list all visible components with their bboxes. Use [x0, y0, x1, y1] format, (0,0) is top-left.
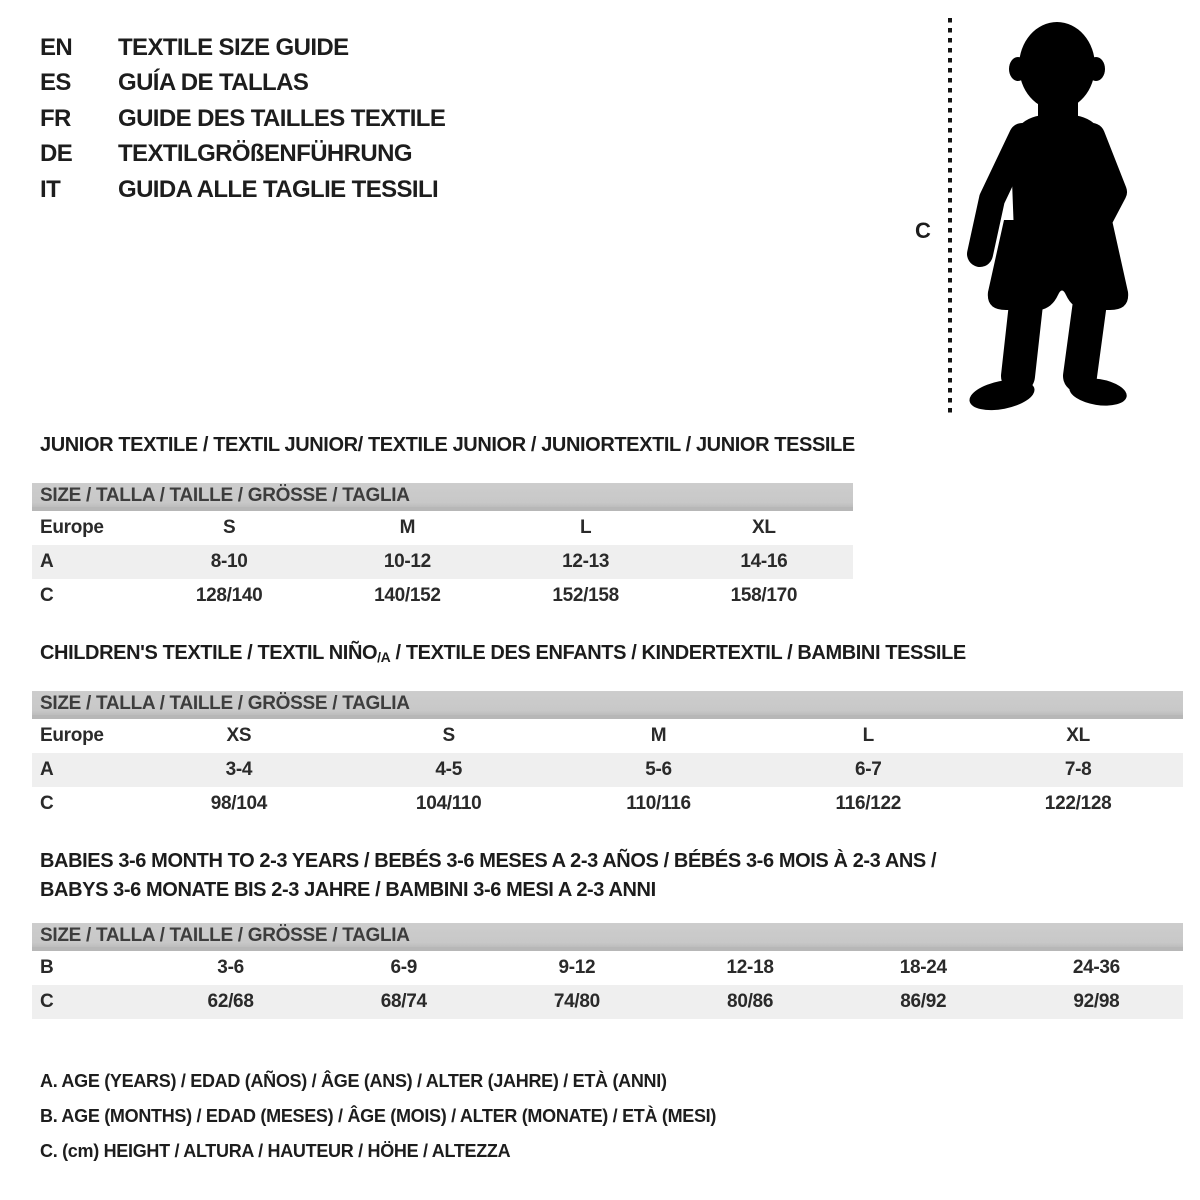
size-table-header: SIZE / TALLA / TAILLE / GRÖSSE / TAGLIA	[32, 691, 1183, 719]
age-cell: 7-8	[1064, 759, 1092, 780]
size-table-babies	[32, 923, 1183, 1019]
age-cell: 18-24	[899, 957, 947, 978]
height-cell: 140/152	[374, 585, 441, 606]
language-guide-title: GUIDE DES TAILLES TEXTILE	[118, 104, 446, 132]
height-cell: 110/116	[626, 793, 691, 814]
size-cell: M	[399, 517, 416, 538]
height-cell: 92/98	[1073, 991, 1120, 1012]
age-cell: 6-7	[855, 759, 882, 780]
language-guide-title: TEXTILE SIZE GUIDE	[118, 33, 349, 61]
table-row-height	[32, 787, 1183, 821]
height-cell: 122/128	[1044, 793, 1112, 814]
age-cell: 12-18	[726, 957, 774, 978]
table-row-europe	[32, 511, 853, 545]
footnote-age-years: A. AGE (YEARS) / EDAD (AÑOS) / ÂGE (ANS) / ALTER (JAHRE) / ETÀ (ANNI)	[40, 1071, 667, 1091]
height-cell: 116/122	[835, 793, 902, 814]
footnote-height-cm: C. (cm) HEIGHT / ALTURA / HAUTEUR / HÖHE / ALTEZZA	[40, 1141, 511, 1161]
size-table-header: SIZE / TALLA / TAILLE / GRÖSSE / TAGLIA	[32, 483, 853, 511]
language-title-block	[40, 30, 445, 208]
language-code: IT	[40, 175, 61, 203]
toddler-silhouette-figure	[938, 14, 1140, 420]
section-title-children-sub: /A	[377, 649, 391, 665]
section-title-babies-line1: BABIES 3-6 MONTH TO 2-3 YEARS / BEBÉS 3-6 MESES A 2-3 AÑOS / BÉBÉS 3-6 MOIS À 2-3 ANS /	[40, 850, 937, 872]
height-cell: 152/158	[552, 585, 619, 606]
age-cell: 6-9	[390, 957, 418, 978]
row-label: C	[40, 585, 54, 606]
height-cell: 98/104	[210, 793, 268, 814]
age-cell: 24-36	[1072, 957, 1120, 978]
size-cell: L	[579, 517, 592, 538]
row-label: Europe	[40, 517, 104, 538]
footnote-age-months: B. AGE (MONTHS) / EDAD (MESES) / ÂGE (MOIS) / ALTER (MONATE) / ETÀ (MESI)	[40, 1106, 717, 1126]
table-row-europe	[32, 719, 1183, 753]
height-cell: 128/140	[195, 585, 263, 606]
age-cell: 12-13	[562, 551, 610, 572]
table-row-age	[32, 545, 853, 579]
language-code: DE	[40, 140, 73, 168]
age-cell: 3-6	[217, 957, 244, 978]
height-cell: 74/80	[553, 991, 600, 1012]
row-label: B	[40, 957, 54, 978]
row-label: C	[40, 793, 54, 814]
size-cell: L	[862, 725, 874, 746]
size-table-junior	[32, 483, 853, 613]
age-cell: 14-16	[740, 551, 788, 572]
size-cell: XL	[1066, 725, 1090, 746]
language-row	[40, 172, 445, 208]
language-code: FR	[40, 104, 71, 132]
language-code: ES	[40, 69, 71, 97]
age-cell: 10-12	[383, 551, 431, 572]
table-row-height	[32, 579, 853, 613]
height-cell: 80/86	[727, 991, 774, 1012]
section-title-babies-line2: BABYS 3-6 MONATE BIS 2-3 JAHRE / BAMBINI 3-6 MESI A 2-3 ANNI	[40, 879, 656, 901]
toddler-silhouette-icon	[967, 22, 1129, 415]
row-label: A	[40, 759, 54, 780]
section-title-children-post: / TEXTILE DES ENFANTS / KINDERTEXTIL / BAMBINI TESSILE	[390, 642, 966, 664]
height-cell: 104/110	[415, 793, 482, 814]
height-cell: 68/74	[380, 991, 427, 1012]
age-cell: 5-6	[645, 759, 672, 780]
size-cell: S	[442, 725, 455, 746]
size-cell: XL	[752, 517, 776, 538]
height-cell: 62/68	[207, 991, 254, 1012]
language-row	[40, 30, 445, 66]
table-row-age	[32, 753, 1183, 787]
language-row	[40, 137, 445, 173]
size-cell: XS	[226, 725, 252, 746]
size-table-children	[32, 691, 1183, 821]
section-title-children	[40, 642, 966, 665]
section-title-junior: JUNIOR TEXTILE / TEXTIL JUNIOR/ TEXTILE JUNIOR / JUNIORTEXTIL / JUNIOR TESSILE	[40, 434, 855, 456]
row-label: C	[40, 991, 54, 1012]
language-guide-title: GUIDA ALLE TAGLIE TESSILI	[118, 175, 439, 203]
row-label: A	[40, 551, 54, 572]
age-cell: 4-5	[435, 759, 462, 780]
age-cell: 9-12	[558, 957, 596, 978]
language-row	[40, 66, 445, 102]
age-cell: 3-4	[225, 759, 253, 780]
section-title-children-pre: CHILDREN'S TEXTILE / TEXTIL NIÑO	[40, 642, 378, 664]
height-cell: 86/92	[900, 991, 947, 1012]
language-row	[40, 101, 445, 137]
table-row-height	[32, 985, 1183, 1019]
row-label: Europe	[40, 725, 104, 746]
height-measure-label: C	[915, 218, 931, 243]
size-cell: S	[222, 517, 236, 538]
language-guide-title: TEXTILGRÖßENFÜHRUNG	[118, 140, 412, 168]
size-table-header: SIZE / TALLA / TAILLE / GRÖSSE / TAGLIA	[32, 923, 1183, 951]
size-cell: M	[650, 725, 667, 746]
language-guide-title: GUÍA DE TALLAS	[118, 69, 309, 97]
height-cell: 158/170	[730, 585, 798, 606]
language-code: EN	[40, 33, 73, 61]
table-row-age-months	[32, 951, 1183, 985]
age-cell: 8-10	[210, 551, 248, 572]
